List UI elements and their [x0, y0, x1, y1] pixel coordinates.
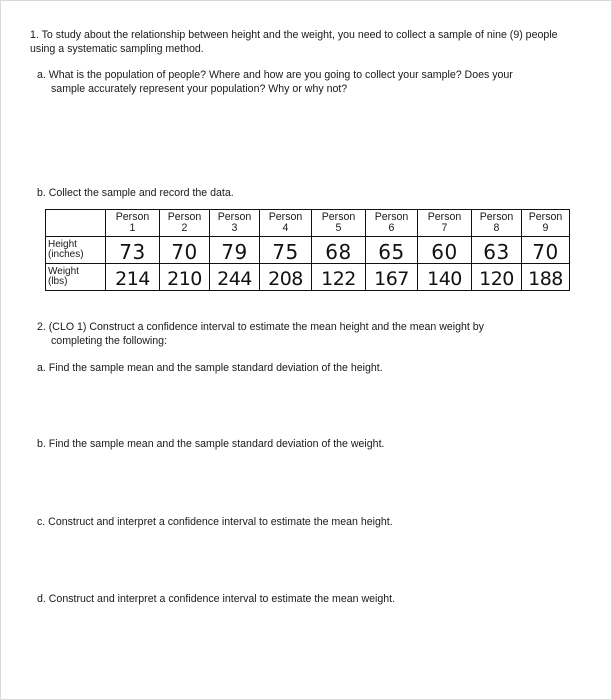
weight-value: 244 — [210, 264, 260, 291]
question-2d: d. Construct and interpret a confidence interval to estimate the mean weight. — [37, 593, 396, 605]
question-2a: a. Find the sample mean and the sample standard deviation of the height. — [37, 362, 383, 374]
question-2-intro — [37, 320, 577, 348]
height-value: 70 — [160, 237, 210, 264]
table-header-row — [46, 210, 570, 237]
weight-value: 210 — [160, 264, 210, 291]
question-1a-line2: sample accurately represent your population? Why or why not? — [51, 83, 348, 95]
column-header: Person 5 — [312, 210, 366, 237]
question-1a — [37, 68, 577, 96]
height-value: 79 — [210, 237, 260, 264]
question-2c: c. Construct and interpret a confidence interval to estimate the mean height. — [37, 516, 393, 528]
column-header: Person 3 — [210, 210, 260, 237]
height-value: 63 — [472, 237, 522, 264]
weight-value: 140 — [418, 264, 472, 291]
height-value: 60 — [418, 237, 472, 264]
column-header: Person 6 — [366, 210, 418, 237]
table-corner-cell — [46, 210, 106, 237]
question-2b: b. Find the sample mean and the sample standard deviation of the weight. — [37, 438, 385, 450]
weight-row-label: Weight (lbs) — [46, 264, 106, 291]
question-1-intro: 1. To study about the relationship between height and the weight, you need to collect a sample of nine (9) people using a systematic sampling method. — [30, 29, 558, 55]
sample-data-table — [45, 209, 570, 291]
question-2-intro-line2: completing the following: — [51, 335, 168, 347]
height-row — [46, 237, 570, 264]
height-value: 75 — [260, 237, 312, 264]
height-value: 68 — [312, 237, 366, 264]
height-value: 73 — [106, 237, 160, 264]
column-header: Person 2 — [160, 210, 210, 237]
question-2-intro-line1: 2. (CLO 1) Construct a confidence interval to estimate the mean height and the mean weight by — [37, 321, 484, 333]
weight-value: 208 — [260, 264, 312, 291]
column-header: Person 7 — [418, 210, 472, 237]
weight-row — [46, 264, 570, 291]
column-header: Person 1 — [106, 210, 160, 237]
height-row-label: Height (inches) — [46, 237, 106, 264]
question-1b: b. Collect the sample and record the data. — [37, 187, 234, 199]
weight-value: 188 — [522, 264, 570, 291]
column-header: Person 4 — [260, 210, 312, 237]
column-header: Person 9 — [522, 210, 570, 237]
question-1a-line1: a. What is the population of people? Where and how are you going to collect your sample? Does your — [37, 69, 513, 81]
weight-value: 120 — [472, 264, 522, 291]
height-value: 70 — [522, 237, 570, 264]
height-value: 65 — [366, 237, 418, 264]
weight-value: 167 — [366, 264, 418, 291]
weight-value: 122 — [312, 264, 366, 291]
weight-value: 214 — [106, 264, 160, 291]
column-header: Person 8 — [472, 210, 522, 237]
